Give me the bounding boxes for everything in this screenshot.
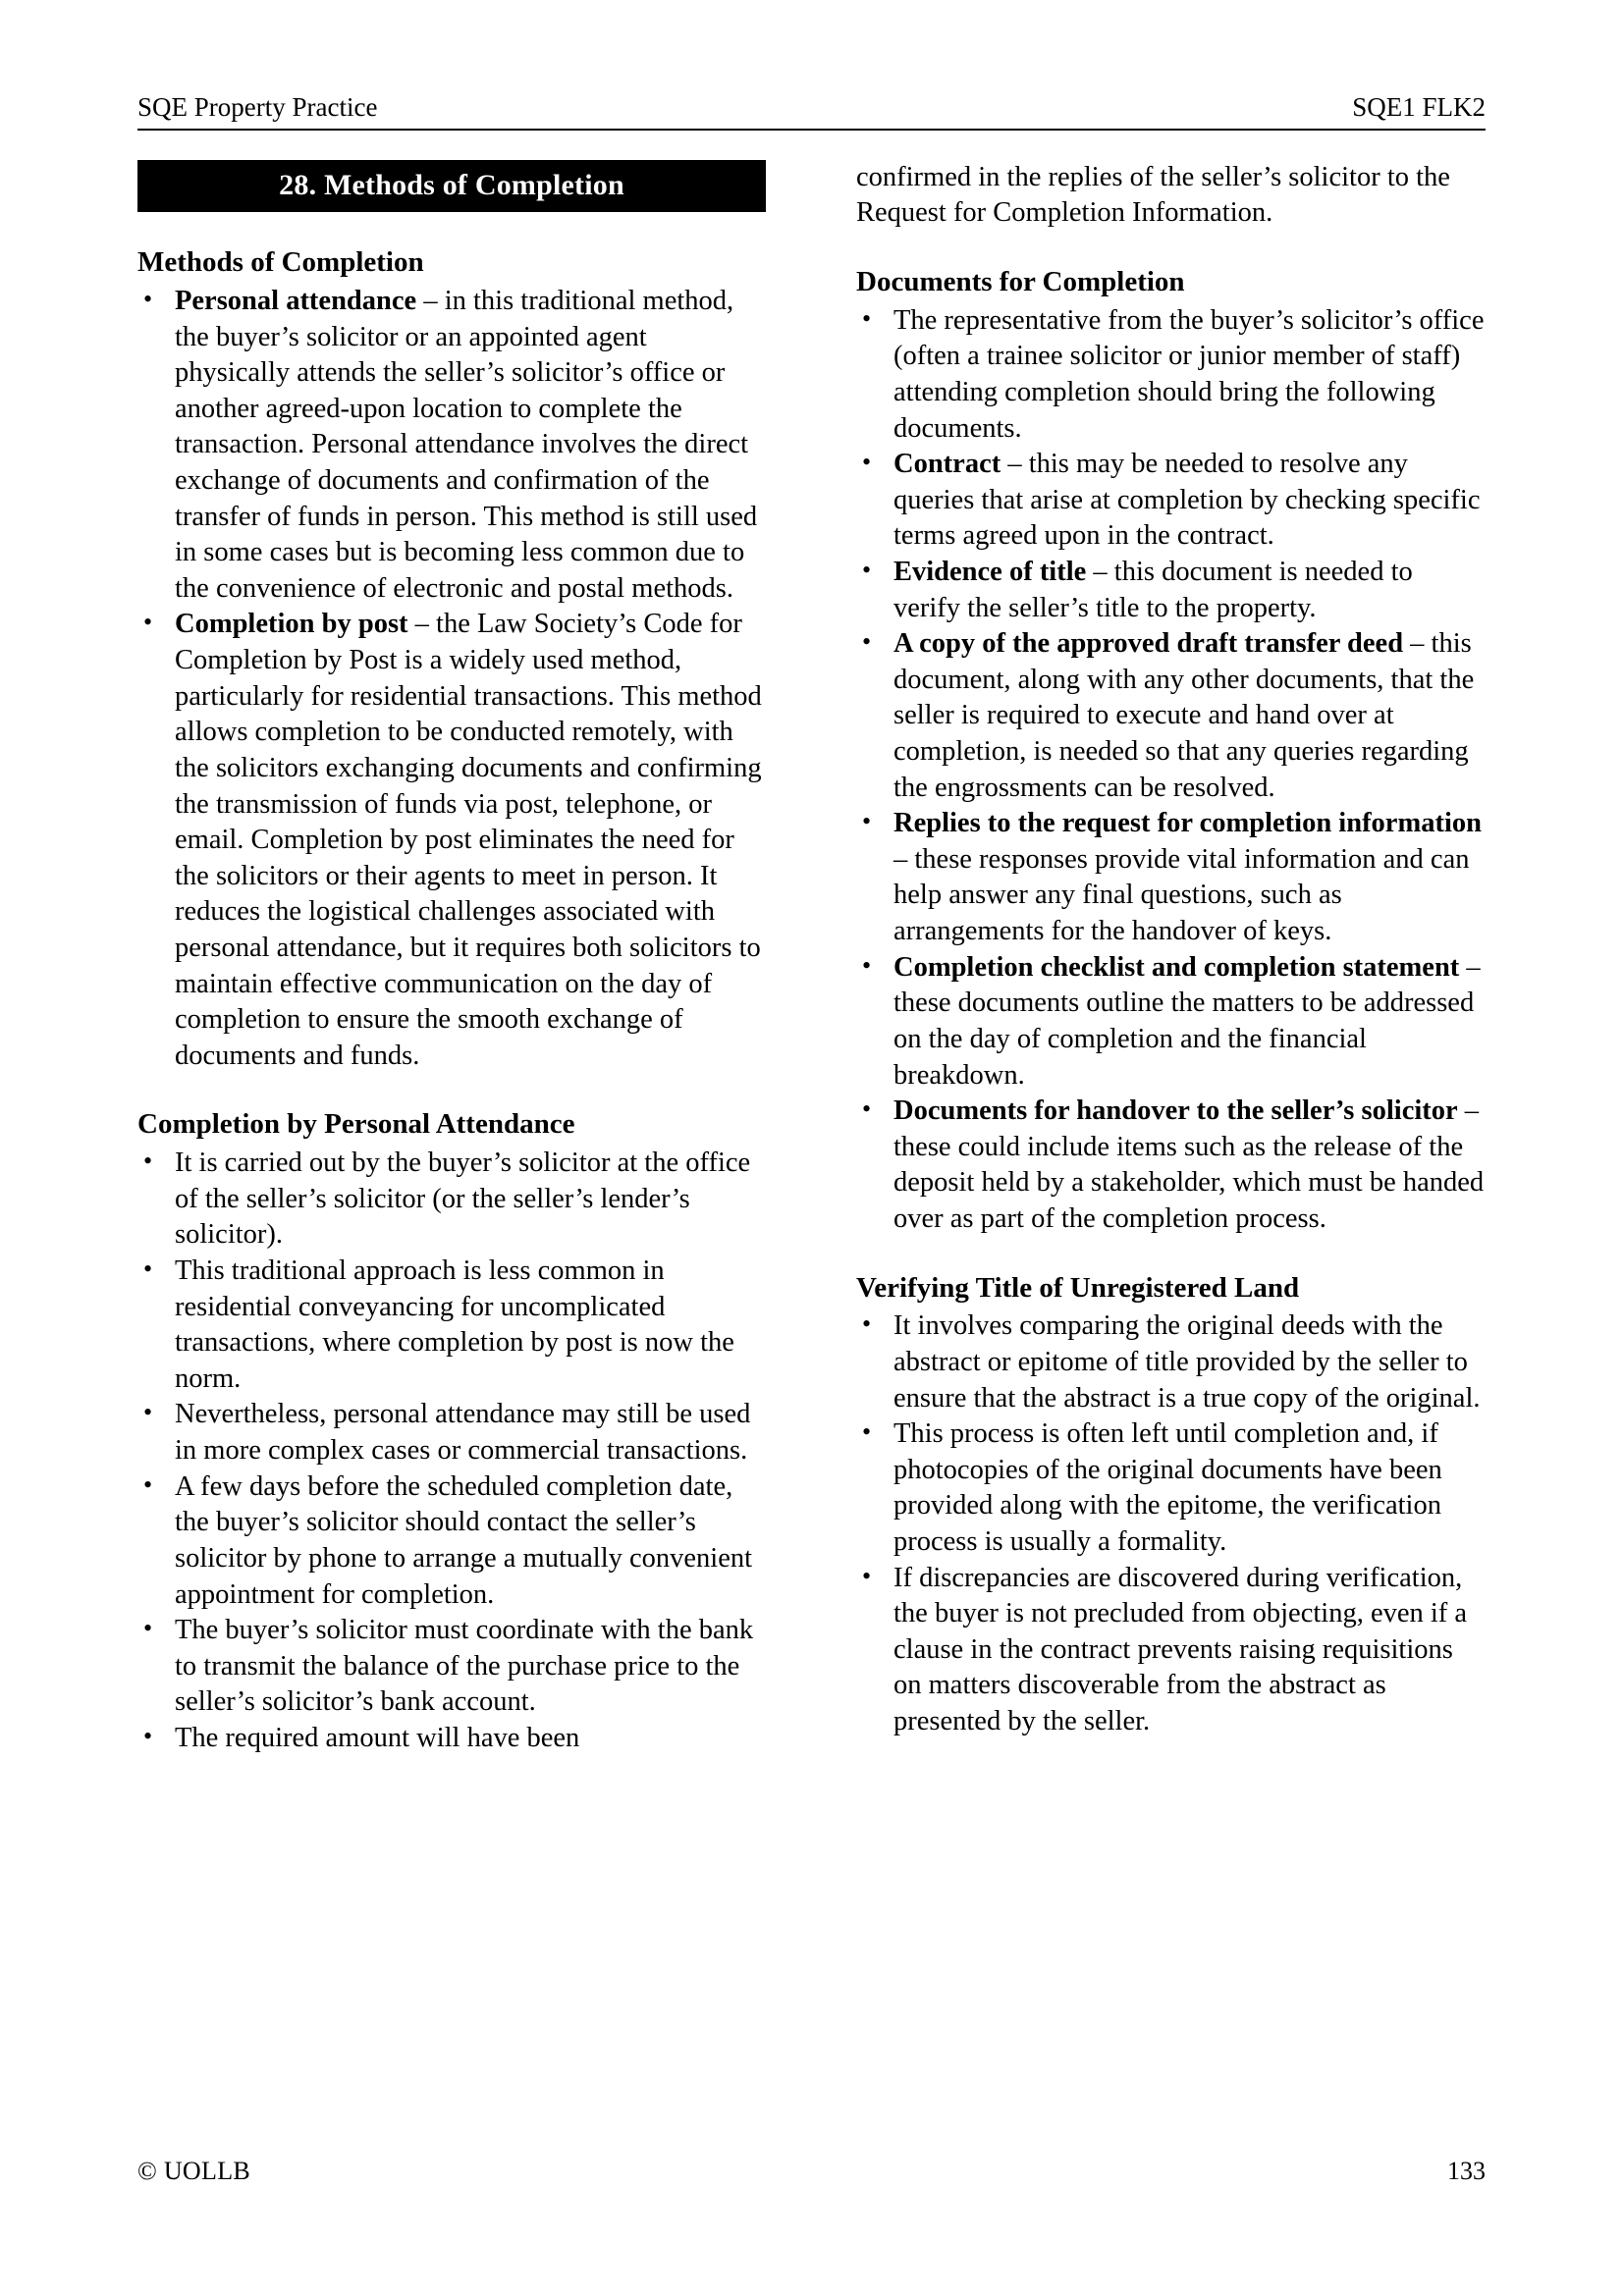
footer-page-number: 133 <box>1447 2157 1486 2185</box>
list-item-text: The representative from the buyer’s solicitor’s office (often a trainee solicitor or junior member of staff) attending completion should bring the following documents. <box>893 304 1485 444</box>
block-spacer <box>856 232 1485 265</box>
section-banner-title: 28. Methods of Completion <box>137 160 766 213</box>
list-item-text: The buyer’s solicitor must coordinate with the bank to transmit the balance of the purchase price to the seller’s solicitor’s bank account. <box>175 1615 754 1718</box>
list-item <box>137 607 766 1074</box>
list-item-lead: Documents for handover to the seller’s solicitor <box>893 1095 1458 1127</box>
heading-documents-for-completion: Documents for Completion <box>856 265 1185 297</box>
page-footer <box>137 2157 1486 2186</box>
list-item-text: – these responses provide vital information and can help answer any final questions, such as arrangements for the handover of keys. <box>893 843 1470 947</box>
right-bullet-list-2 <box>856 1308 1485 1739</box>
running-header-right: SQE1 FLK2 <box>1352 92 1486 122</box>
list-item <box>856 303 1485 447</box>
list-item <box>856 806 1485 949</box>
continuation-paragraph: confirmed in the replies of the seller’s solicitor to the Request for Completion Information. <box>856 161 1450 229</box>
list-item-text: This traditional approach is less common in residential conveyancing for uncomplicated transactions, where completion by post is now the norm. <box>175 1255 734 1394</box>
right-column <box>856 160 1485 1740</box>
list-item-lead: Personal attendance <box>175 285 417 316</box>
list-item-lead: Replies to the request for completion information <box>893 808 1482 839</box>
block-spacer <box>856 1238 1485 1271</box>
right-bullet-list-1 <box>856 303 1485 1238</box>
list-item-text: – in this traditional method, the buyer’s solicitor or an appointed agent physically attends the seller’s solicitor’s office or another agreed-upon location to complete the transaction. Personal attendance involves the direct exchange of documents and confirmation of the transfer of funds in person. This method is still used in some cases but is becoming less common due to the convenience of electronic and postal methods. <box>175 285 758 604</box>
list-item-text: A few days before the scheduled completion date, the buyer’s solicitor should contact the seller’s solicitor by phone to arrange a mutually convenient appointment for completion. <box>175 1470 753 1610</box>
list-item <box>137 1146 766 1254</box>
list-item <box>856 626 1485 806</box>
list-item <box>137 1613 766 1721</box>
list-item-text: If discrepancies are discovered during verification, the buyer is not precluded from objecting, even if a clause in the contract prevents raising requisitions on matters discoverable from the abstract as presented by the seller. <box>893 1562 1468 1737</box>
list-item <box>137 1469 766 1613</box>
two-column-body <box>137 160 1486 1757</box>
list-item-lead: Completion by post <box>175 609 408 640</box>
list-item-text: This process is often left until completion and, if photocopies of the original documents have been provided along with the epitome, the verification process is usually a formality. <box>893 1418 1442 1557</box>
left-bullet-list-2 <box>137 1146 766 1756</box>
list-item <box>856 555 1485 626</box>
list-item-text: Nevertheless, personal attendance may still be used in more complex cases or commercial transactions. <box>175 1399 751 1467</box>
heading-completion-by-personal-attendance: Completion by Personal Attendance <box>137 1108 575 1141</box>
list-item <box>856 950 1485 1094</box>
list-item-text: It involves comparing the original deeds with the abstract or epitome of title provided by the seller to ensure that the abstract is a true copy of the original. <box>893 1310 1481 1414</box>
list-item <box>137 284 766 607</box>
list-item-text: The required amount will have been <box>175 1722 580 1753</box>
list-item-text: – this document, along with any other documents, that the seller is required to execute and hand over at completion, is needed so that any queries regarding the engrossments can be resolved. <box>893 628 1475 803</box>
list-item-lead: Contract <box>893 449 1001 480</box>
list-item <box>856 447 1485 555</box>
list-item-text: It is carried out by the buyer’s solicitor at the office of the seller’s solicitor (or the seller’s lender’s solicitor). <box>175 1148 751 1251</box>
list-item <box>856 1561 1485 1740</box>
list-item <box>137 1254 766 1397</box>
list-item-lead: Completion checklist and completion statement <box>893 951 1460 983</box>
list-item <box>137 1721 766 1757</box>
list-item <box>856 1094 1485 1237</box>
list-item-text: – the Law Society’s Code for Completion by Post is a widely used method, particularly for residential transactions. This method allows completion to be conducted remotely, with the solicitors exchanging documents and confirming the transmission of funds via post, telephone, or email. Completion by post eliminates the need for the solicitors or their agents to meet in person. It reduces the logistical challenges associated with personal attendance, but it requires both solicitors to maintain effective communication on the day of completion to ensure the smooth exchange of documents and funds. <box>175 609 762 1071</box>
list-item <box>856 1308 1485 1416</box>
list-item-text: – these documents outline the matters to be addressed on the day of completion and the financial breakdown. <box>893 951 1481 1091</box>
running-header-left: SQE Property Practice <box>137 92 378 122</box>
left-column <box>137 160 766 1757</box>
list-item-text: – this may be needed to resolve any queries that arise at completion by checking specific terms agreed upon in the contract. <box>893 449 1481 552</box>
left-bullet-list-1 <box>137 284 766 1074</box>
heading-methods-of-completion: Methods of Completion <box>137 246 424 279</box>
heading-verifying-title-of-unregistered-land: Verifying Title of Unregistered Land <box>856 1271 1300 1304</box>
list-item <box>137 1397 766 1468</box>
block-spacer <box>137 1074 766 1107</box>
list-item <box>856 1416 1485 1560</box>
list-item-lead: A copy of the approved draft transfer deed <box>893 628 1404 660</box>
list-item-text: – these could include items such as the release of the deposit held by a stakeholder, which must be handed over as part of the completion process. <box>893 1095 1485 1234</box>
running-header <box>137 93 1486 131</box>
list-item-lead: Evidence of title <box>893 556 1087 587</box>
footer-copyright: © UOLLB <box>137 2157 251 2185</box>
list-item-text: – this document is needed to verify the seller’s title to the property. <box>893 556 1413 623</box>
